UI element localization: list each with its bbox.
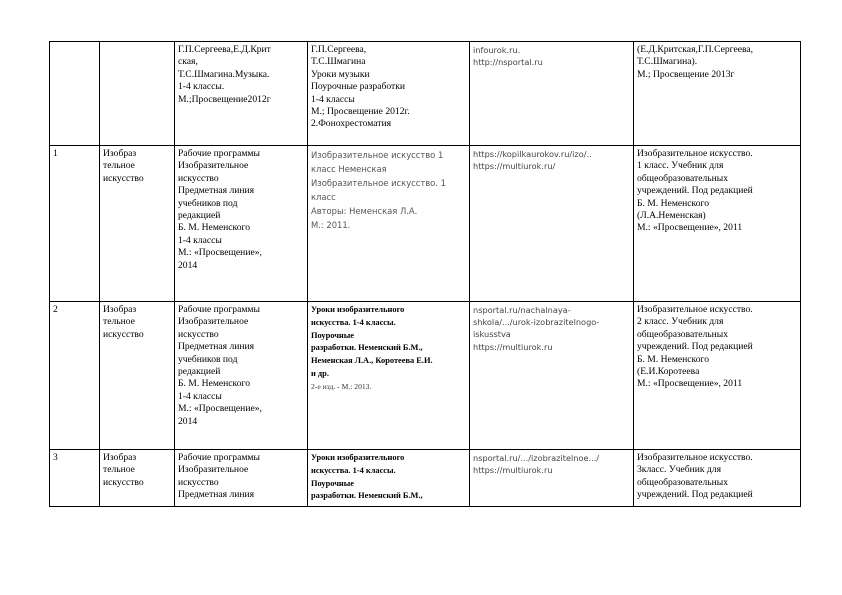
cell-text-line: разработки. Неменский Б.М.,	[311, 491, 423, 501]
programs-cell	[175, 42, 308, 146]
cell-text-line: Предметная линия	[178, 341, 255, 353]
cell-text-line: Г.П.Сергеева,Е.Д.Крит	[178, 44, 271, 55]
cell-text-line: М.: «Просвещение», 2011	[637, 222, 743, 234]
resource-link[interactable]: https://kopilkaurokov.ru/izo/..	[473, 149, 592, 159]
cell-text-line: учреждений. Под редакцией	[637, 185, 753, 197]
cell-text-line: Изобразительное	[178, 316, 249, 328]
subject-cell	[100, 42, 175, 146]
cell-text-line: Рабочие программы	[178, 148, 260, 159]
programs-cell	[175, 450, 308, 507]
cell-text-line: Рабочие программы	[178, 304, 260, 315]
cell-text-line: 1-4 классы	[178, 234, 222, 246]
cell-text-line: Изобраз	[103, 452, 137, 463]
cell-text-line: искусство	[178, 328, 219, 340]
resources-cell	[470, 302, 634, 450]
cell-text-line: редакцией	[178, 210, 221, 222]
cell-text-line: 1	[53, 148, 58, 159]
cell-text-line: класс	[311, 192, 336, 202]
cell-text-line: Неменская Л.А., Коротеева Е.И.	[311, 356, 433, 366]
edition-note: 2-е изд. - М.: 2013.	[311, 381, 372, 391]
cell-text-line: Г.П.Сергеева,	[311, 44, 367, 55]
cell-text-line: тельное	[103, 316, 135, 328]
resource-link[interactable]: https://multiurok.ru	[473, 341, 553, 352]
cell-text-line: искусства. 1-4 классы.	[311, 317, 396, 327]
cell-text-line: Уроки изобразительного	[311, 305, 405, 314]
cell-text-line: и др.	[311, 368, 329, 378]
cell-text-line: Т.С.Шмагина.Музыка.	[178, 68, 270, 80]
cell-text-line: М.: «Просвещение»,	[178, 247, 262, 259]
cell-text-line: Поурочные	[311, 478, 355, 488]
cell-text-line: искусство	[103, 172, 144, 184]
cell-text-line: разработки. Неменский Б.М.,	[311, 343, 423, 353]
cell-text-line: искусство	[103, 476, 144, 488]
cell-text-line: М.: «Просвещение», 2011	[637, 378, 743, 390]
cell-text-line: Изобразительное искусство. 1	[311, 178, 446, 188]
cell-text-line: 1 класс. Учебник для	[637, 160, 724, 172]
cell-text-line: Б. М. Неменского	[637, 197, 710, 209]
cell-text-line: Авторы: Неменская Л.А.	[311, 206, 418, 216]
cell-text-line: М.; Просвещение 2013г	[637, 68, 735, 80]
methodical-cell	[308, 302, 470, 450]
subject-cell	[100, 302, 175, 450]
row-number-cell	[50, 146, 100, 302]
methodical-cell	[308, 42, 470, 146]
cell-text-line: Изобраз	[103, 304, 137, 315]
row-number-cell	[50, 302, 100, 450]
cell-text-line: Уроки музыки	[311, 68, 370, 80]
textbooks-cell	[634, 146, 801, 302]
cell-text-line: М.; Просвещение 2012г.	[311, 106, 410, 118]
cell-text-line: учебников под	[178, 353, 238, 365]
cell-text-line: искусство	[178, 172, 219, 184]
programs-cell	[175, 146, 308, 302]
cell-text-line: Рабочие программы	[178, 452, 260, 463]
cell-text-line: Т.С.Шмагина	[311, 56, 366, 68]
cell-text-line: (Е.Д.Критская,Г.П.Сергеева,	[637, 44, 754, 55]
cell-text-line: М.;Просвещение2012г	[178, 93, 271, 105]
cell-text-line: 3класс. Учебник для	[637, 464, 721, 476]
resources-cell	[470, 146, 634, 302]
cell-text-line: Поурочные	[311, 330, 355, 340]
cell-text-line: (Л.А.Неменская)	[637, 210, 706, 222]
cell-text-line: 2014	[178, 415, 198, 427]
subject-cell	[100, 146, 175, 302]
cell-text-line: учреждений. Под редакцией	[637, 341, 753, 353]
cell-text-line: Б. М. Неменского	[637, 353, 710, 365]
table-row	[50, 42, 801, 146]
methodical-cell	[308, 450, 470, 507]
cell-text-line: искусство	[103, 328, 144, 340]
cell-text-line: Уроки изобразительного	[311, 453, 405, 462]
cell-text-line: Изобразительное искусство.	[637, 304, 753, 315]
methodical-cell	[308, 146, 470, 302]
resource-link[interactable]: https://multiurok.ru	[473, 465, 553, 476]
table-row	[50, 450, 801, 507]
curriculum-table	[49, 41, 801, 507]
cell-text-line: Т.С.Шмагина).	[637, 56, 698, 68]
cell-text-line: 2014	[178, 259, 198, 271]
cell-text-line: тельное	[103, 160, 135, 172]
resource-link[interactable]: iskusstva	[473, 329, 511, 340]
cell-text-line: тельное	[103, 464, 135, 476]
resource-link[interactable]: infourok.ru.	[473, 45, 521, 55]
cell-text-line: 2.Фонохрестоматия	[311, 118, 392, 130]
cell-text-line: учреждений. Под редакцией	[637, 489, 753, 501]
resource-link[interactable]: nsportal.ru/nachalnaya-	[473, 305, 571, 315]
cell-text-line: 1-4 классы	[311, 93, 355, 105]
textbooks-cell	[634, 302, 801, 450]
programs-cell	[175, 302, 308, 450]
cell-text-line: Изобразительное искусство 1	[311, 150, 444, 160]
cell-text-line: М.: «Просвещение»,	[178, 403, 262, 415]
subject-cell	[100, 450, 175, 507]
resource-link[interactable]: nsportal.ru/.../izobrazitelnoe.../	[473, 453, 600, 463]
resources-cell	[470, 450, 634, 507]
resources-cell	[470, 42, 634, 146]
resource-link[interactable]: http://nsportal.ru	[473, 57, 543, 68]
cell-text-line: Изобразительное	[178, 160, 249, 172]
row-number-cell	[50, 450, 100, 507]
resource-link[interactable]: shkola/.../urok-izobrazitelnogo-	[473, 317, 600, 328]
cell-text-line: Поурочные разработки	[311, 81, 406, 93]
cell-text-line: учебников под	[178, 197, 238, 209]
cell-text-line: 1-4 классы	[178, 390, 222, 402]
cell-text-line: Б. М. Неменского	[178, 222, 251, 234]
row-number-cell	[50, 42, 100, 146]
cell-text-line: Изобразительное	[178, 464, 249, 476]
cell-text-line: искусство	[178, 476, 219, 488]
cell-text-line: общеобразовательных	[637, 172, 728, 184]
cell-text-line: искусства. 1-4 классы.	[311, 465, 396, 475]
cell-text-line: Предметная линия	[178, 185, 255, 197]
resource-link[interactable]: https://multiurok.ru/	[473, 161, 556, 172]
curriculum-table-body	[50, 42, 801, 507]
cell-text-line: 2	[53, 304, 58, 315]
cell-text-line: Изобразительное искусство.	[637, 452, 753, 463]
cell-text-line: 3	[53, 452, 58, 463]
cell-text-line: ская,	[178, 56, 198, 68]
cell-text-line: Б. М. Неменского	[178, 378, 251, 390]
cell-text-line: Предметная линия	[178, 489, 255, 501]
table-row	[50, 146, 801, 302]
cell-text-line: 1-4 классы.	[178, 81, 225, 93]
cell-text-line: общеобразовательных	[637, 476, 728, 488]
cell-text-line: Изобраз	[103, 148, 137, 159]
table-row	[50, 302, 801, 450]
textbooks-cell	[634, 42, 801, 146]
cell-text-line: общеобразовательных	[637, 328, 728, 340]
cell-text-line: М.: 2011.	[311, 220, 351, 230]
cell-text-line: Изобразительное искусство.	[637, 148, 753, 159]
cell-text-line: (Е.И.Коротеева	[637, 366, 700, 378]
cell-text-line: редакцией	[178, 366, 221, 378]
cell-text-line: 2 класс. Учебник для	[637, 316, 724, 328]
cell-text-line: класс Неменская	[311, 164, 387, 174]
textbooks-cell	[634, 450, 801, 507]
